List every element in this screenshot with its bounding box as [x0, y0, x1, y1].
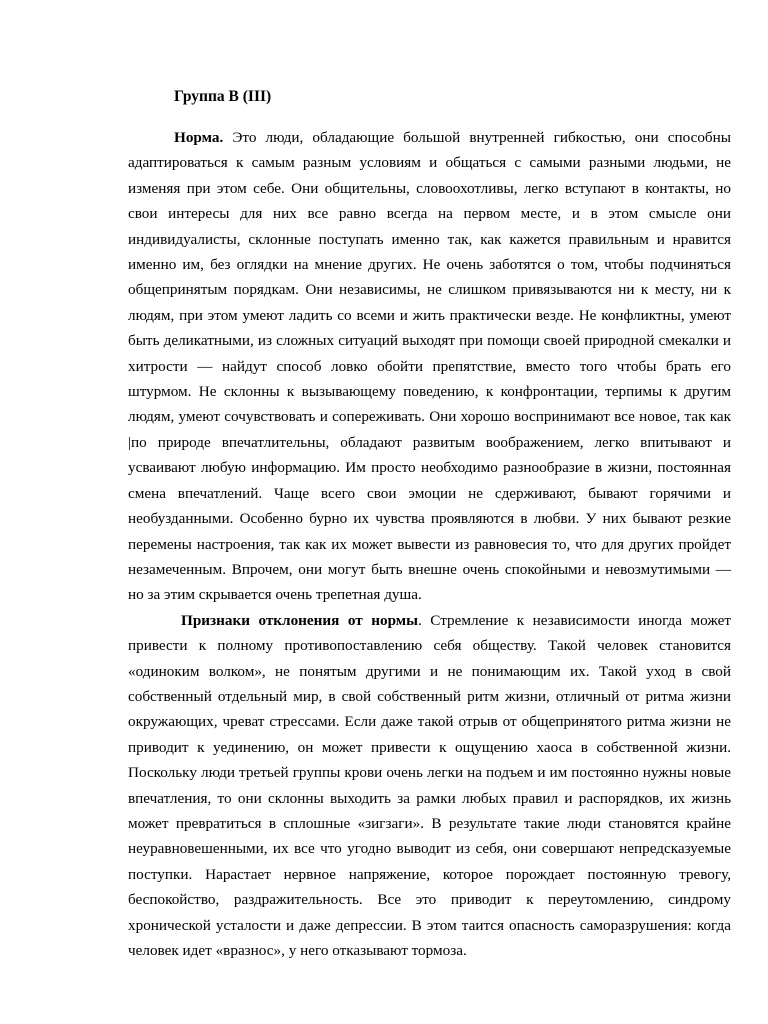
paragraph-deviation-text: . Стремление к независимости иногда может привести к полному противопоставлению себя обществу. Такой человек становится «одиноким волком», не понятым другими и не понимающим их. Такой уход в свой собственный отдельный мир, в свой собственный ритм жизни, отличный от ритма жизни окружающих, чреват стрессами. Если даже такой отрыв от общепринятого ритма жизни не приводит к уединению, он может привести к ощущению хаоса в собственной жизни. Поскольку люди третьей группы крови очень легки на подъем и им постоянно нужны новые впечатления, то они склонны выходить за рамки любых правил и распорядков, их жизнь может превратиться в сплошные «зигзаги». В результате такие люди становятся крайне неуравновешенными, их все что угодно выводит из себя, они совершают непредсказуемые поступки. Нарастает нервное напряжение, которое порождает постоянную тревогу, беспокойство, раздражительность. Все это приводит к переутомлению, синдрому хронической усталости и даже депрессии. В этом таится опасность саморазрушения: когда человек идет «вразнос», у него отказывают тормоза. [128, 611, 731, 959]
paragraph-norm-text: Это люди, обладающие большой внутренней гибкостью, они способны адаптироваться к самым разным условиям и общаться с самыми разными людьми, не изменяя при этом себе. Они общительны, словоохотливы, легко вступают в контакты, но свои интересы для них все равно всегда на первом месте, и в этом смысле они индивидуалисты, склонные поступать именно так, как кажется правильным и нравится именно им, без оглядки на мнение других. Не очень заботятся о том, чтобы подчиняться общепринятым порядкам. Они независимы, не слишком привязываются ни к месту, ни к людям, при этом умеют ладить со всеми и жить практически везде. Не конфликтны, умеют быть деликатными, из сложных ситуаций выходят при помощи своей природной смекалки и хитрости — найдут способ ловко обойти препятствие, вместо того чтобы брать его штурмом. Не склонны к вызывающему поведению, к конфронтации, терпимы к другим людям, умеют сочувствовать и сопереживать. Они хорошо воспринимают все новое, так как |по природе впечатлительны, обладают развитым воображением, легко впитывают и усваивают любую информацию. Им просто необходимо разнообразие в жизни, постоянная смена впечатлений. Чаще всего свои эмоции не сдерживают, бывают горячими и необузданными. Особенно бурно их чувства проявляются в любви. У них бывают резкие перемены настроения, так как их может вывести из равновесия то, что для других пройдет незамеченным. Впрочем, они могут быть внешне очень спокойными и невозмутимыми — но за этим скрывается очень трепетная душа. [128, 129, 731, 604]
paragraph-norm-lead: Норма. [174, 129, 224, 146]
paragraph-deviation [128, 608, 731, 964]
document-page [128, 86, 731, 963]
paragraph-norm [128, 125, 731, 608]
document-title: Группа В (III) [174, 88, 272, 105]
paragraph-deviation-lead: Признаки отклонения от нормы [181, 611, 418, 629]
